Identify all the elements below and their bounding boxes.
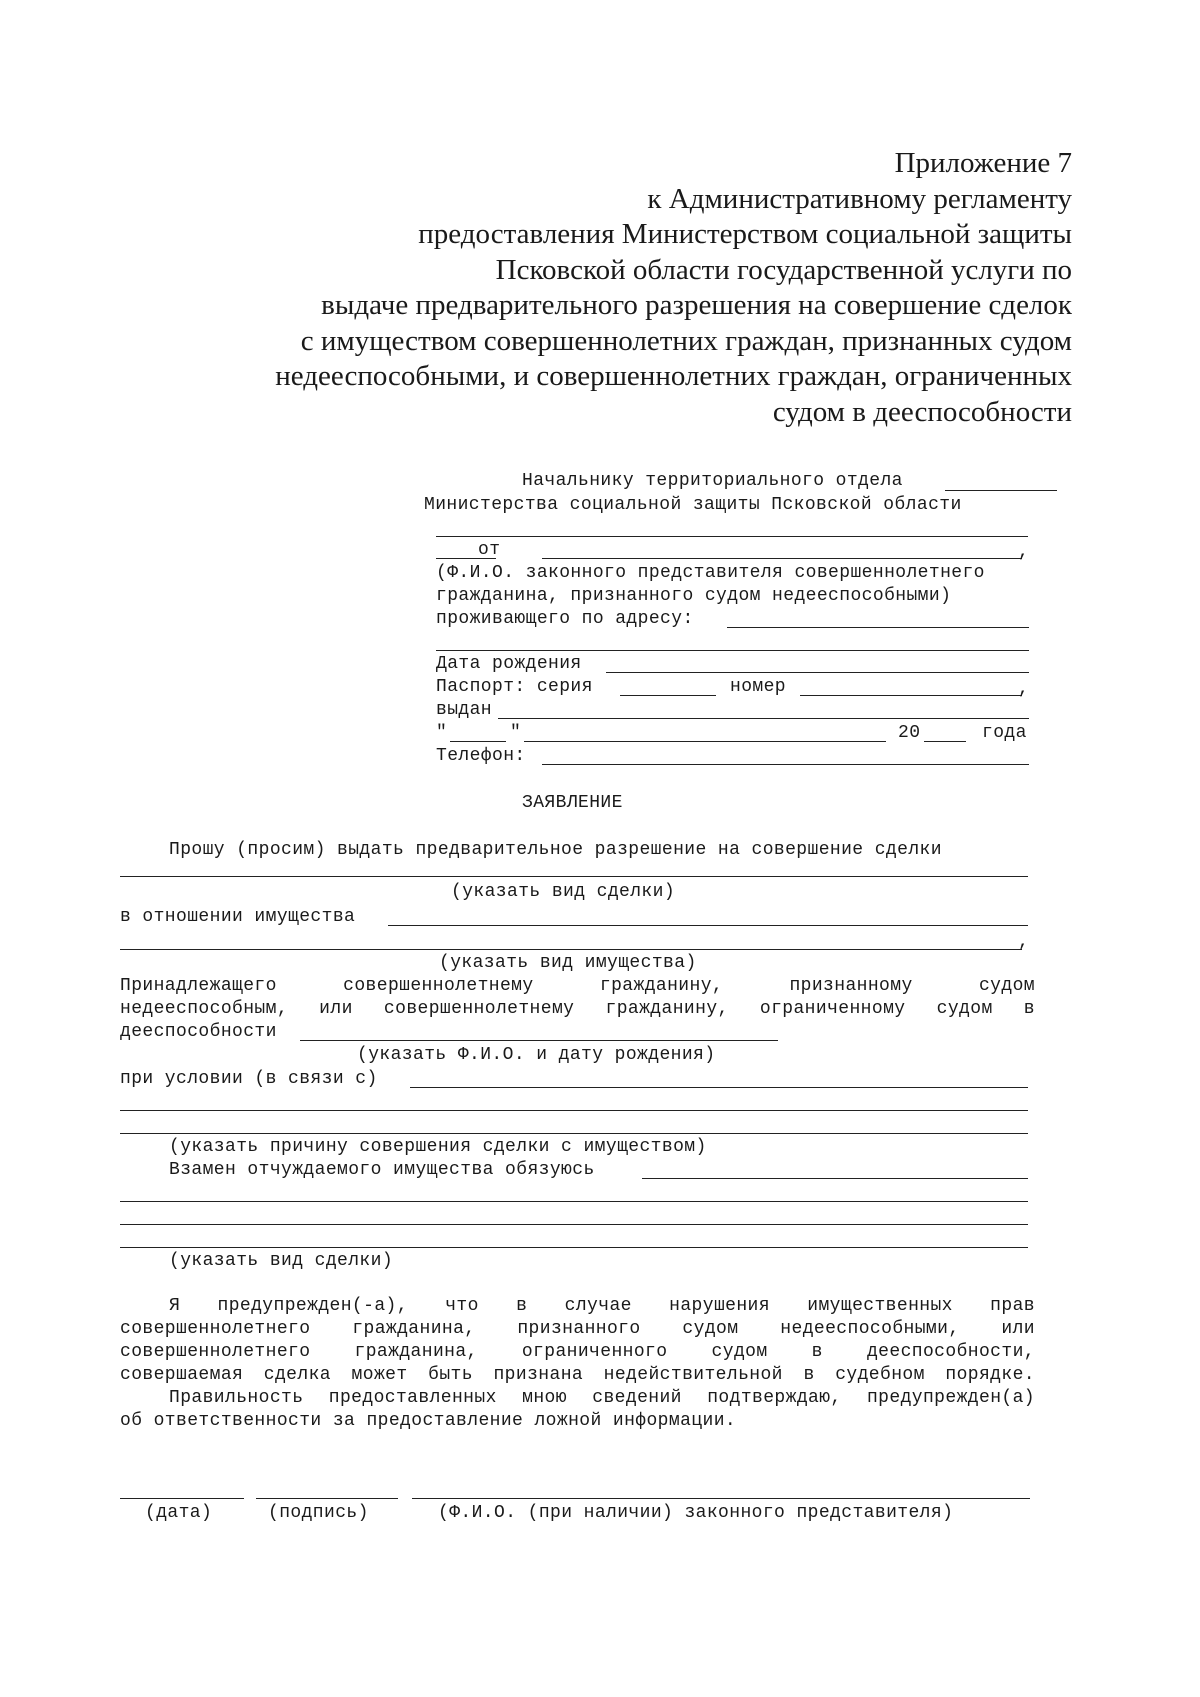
appendix-line: судом в дееспособности bbox=[772, 395, 1072, 428]
quote-open: " bbox=[436, 723, 448, 743]
condition-label: при условии (в связи с) bbox=[120, 1069, 378, 1089]
signature-blank[interactable] bbox=[256, 1498, 398, 1499]
fio-note-1: (Ф.И.О. законного представителя совершеннолетнего bbox=[436, 563, 985, 583]
condition-blank-2[interactable] bbox=[120, 1110, 1028, 1111]
birth-label: Дата рождения bbox=[436, 654, 582, 674]
owner-line-1: Принадлежащего совершеннолетнему гражданину, признанному судом bbox=[120, 976, 1035, 996]
confirm-line-2: об ответственности за предоставление ложной информации. bbox=[120, 1411, 737, 1431]
appendix-line: Псковской области государственной услуги по bbox=[495, 253, 1072, 286]
number-label: номер bbox=[730, 677, 787, 697]
issued-label: выдан bbox=[436, 700, 493, 720]
exchange-label: Взамен отчуждаемого имущества обязуюсь bbox=[169, 1160, 595, 1180]
phone-label: Телефон: bbox=[436, 746, 526, 766]
exchange-blank-4[interactable] bbox=[120, 1247, 1028, 1248]
appendix-header bbox=[275, 146, 1072, 430]
passport-series-blank[interactable] bbox=[620, 695, 716, 696]
appendix-line: Приложение 7 bbox=[894, 147, 1072, 179]
property-blank[interactable] bbox=[388, 925, 1028, 926]
address-label: проживающего по адресу: bbox=[436, 609, 694, 629]
blank-line[interactable] bbox=[436, 536, 1028, 537]
appendix-line: недееспособными, и совершеннолетних граждан, ограниченных bbox=[275, 360, 1072, 392]
fio-label: (Ф.И.О. (при наличии) законного представителя) bbox=[438, 1503, 954, 1523]
year-prefix: 20 bbox=[898, 723, 921, 743]
comma: , bbox=[1018, 679, 1030, 699]
appendix-line: к Административному регламенту bbox=[647, 182, 1072, 215]
address-blank-2[interactable] bbox=[436, 650, 1029, 651]
addressee-line-1: Начальнику территориального отдела bbox=[522, 471, 903, 491]
issued-by-blank[interactable] bbox=[498, 718, 1029, 719]
appendix-line: предоставления Министерством социальной защиты bbox=[418, 218, 1072, 250]
condition-blank-3[interactable] bbox=[120, 1133, 1028, 1134]
condition-blank[interactable] bbox=[410, 1087, 1028, 1088]
department-blank[interactable] bbox=[945, 490, 1057, 491]
warning-line-4: совершаемая сделка может быть признана недействительной в судебном порядке. bbox=[120, 1365, 1035, 1385]
exchange-blank[interactable] bbox=[642, 1178, 1028, 1179]
passport-label: Паспорт: серия bbox=[436, 677, 593, 697]
passport-number-blank[interactable] bbox=[800, 695, 1022, 696]
address-blank[interactable] bbox=[727, 627, 1029, 628]
owner-note: (указать Ф.И.О. и дату рождения) bbox=[357, 1045, 716, 1065]
owner-line-2: недееспособным, или совершеннолетнему гражданину, ограниченному судом в bbox=[120, 999, 1035, 1019]
property-blank-2[interactable] bbox=[120, 949, 1022, 950]
deal-note-2: (указать вид сделки) bbox=[169, 1251, 394, 1271]
date-blank[interactable] bbox=[120, 1498, 244, 1499]
warning-line-3: совершеннолетнего гражданина, ограниченного судом в дееспособности, bbox=[120, 1342, 1035, 1362]
from-label: от bbox=[478, 540, 501, 560]
appendix-line: с имуществом совершеннолетних граждан, признанных судом bbox=[300, 324, 1072, 357]
representative-name-blank[interactable] bbox=[412, 1498, 1030, 1499]
owner-line-3: дееспособности bbox=[120, 1022, 277, 1042]
issue-month-blank[interactable] bbox=[524, 741, 886, 742]
warning-line-1: Я предупрежден(-а), что в случае нарушения имущественных прав bbox=[169, 1296, 1035, 1316]
deal-note: (указать вид сделки) bbox=[451, 882, 676, 902]
applicant-name-blank[interactable] bbox=[542, 558, 1022, 559]
warning-line-2: совершеннолетнего гражданина, признанного судом недееспособными, или bbox=[120, 1319, 1035, 1339]
comma: , bbox=[1018, 542, 1030, 562]
exchange-blank-2[interactable] bbox=[120, 1201, 1028, 1202]
sign-label: (подпись) bbox=[268, 1503, 369, 1523]
addressee-line-2: Министерства социальной защиты Псковской области bbox=[424, 495, 962, 515]
year-suffix: года bbox=[982, 723, 1027, 743]
quote-close: " bbox=[510, 723, 522, 743]
reason-note: (указать причину совершения сделки с имуществом) bbox=[169, 1137, 707, 1157]
birth-date-blank[interactable] bbox=[606, 672, 1029, 673]
fio-note-2: гражданина, признанного судом недееспособными) bbox=[436, 586, 952, 606]
property-note: (указать вид имущества) bbox=[439, 953, 697, 973]
appendix-line: выдаче предварительного разрешения на совершение сделок bbox=[321, 289, 1072, 321]
deal-type-blank[interactable] bbox=[120, 876, 1028, 877]
comma: , bbox=[1018, 932, 1030, 952]
date-label: (дата) bbox=[145, 1503, 213, 1523]
statement-title: ЗАЯВЛЕНИЕ bbox=[522, 793, 623, 813]
phone-blank[interactable] bbox=[542, 764, 1029, 765]
owner-name-blank[interactable] bbox=[300, 1040, 778, 1041]
property-label: в отношении имущества bbox=[120, 907, 356, 927]
issue-day-blank[interactable] bbox=[450, 741, 506, 742]
confirm-line-1: Правильность предоставленных мною сведений подтверждаю, предупрежден(а) bbox=[169, 1388, 1035, 1408]
request-text: Прошу (просим) выдать предварительное разрешение на совершение сделки bbox=[169, 840, 942, 860]
issue-year-blank[interactable] bbox=[924, 741, 966, 742]
exchange-blank-3[interactable] bbox=[120, 1224, 1028, 1225]
